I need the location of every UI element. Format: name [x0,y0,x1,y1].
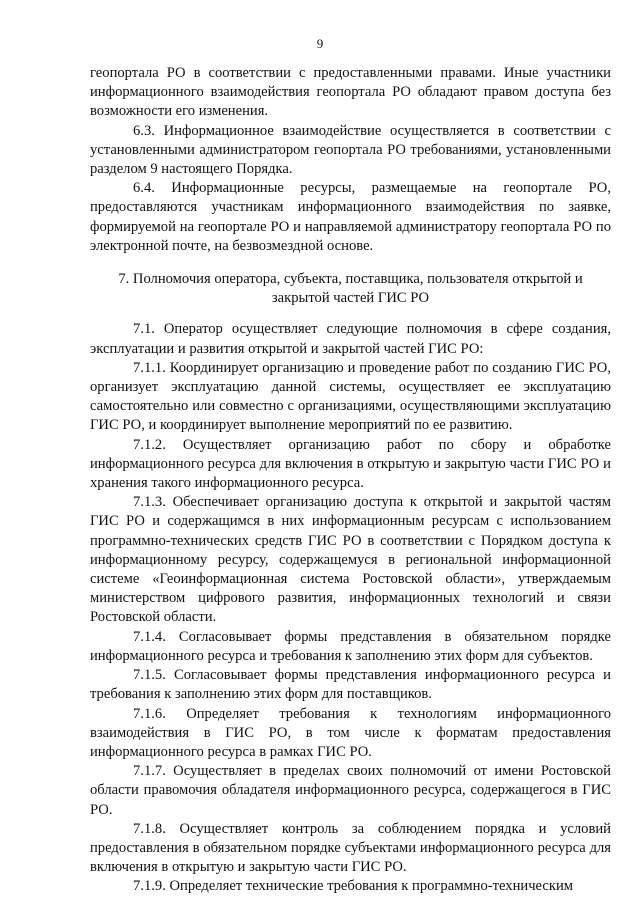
paragraph-6-3: 6.3. Информационное взаимодействие осуществляется в соответствии с установленными администратором геопортала РО требованиями, установленными разделом 9 настоящего Порядка. [90,122,611,178]
page-number: 9 [316,36,324,51]
paragraph-7-1-3: 7.1.3. Обеспечивает организацию доступа к открытой и закрытой частям ГИС РО и содержащимся в них информационным ресурсам с использованием программно-технических средств ГИС РО в соответствии с Порядком доступа к информационному ресурсу, содержащемуся в региональной информационной системе «Геоинформационная система Ростовской области», утверждаемым министерством цифрового развития, информационных технологий и связи Ростовской области. [90,494,611,626]
paragraph-7-1-1: 7.1.1. Координирует организацию и проведение работ по созданию ГИС РО, организует эксплуатацию данной системы, осуществляет ее эксплуатацию самостоятельно или совместно с организациями, осуществляющими эксплуатацию ГИС РО, и координирует выполнение мероприятий по ее развитию. [90,359,611,434]
paragraph-7-1-6: 7.1.6. Определяет требования к технологиям информационного взаимодействия в ГИС РО, в том числе к форматам предоставления информационного ресурса в рамках ГИС РО. [90,705,611,760]
paragraph-continuation: геопортала РО в соответствии с предоставленными правами. Иные участники информационного взаимодействия геопортала РО обладают правом доступа без возможности его изменения. [90,65,611,120]
paragraph-7-1-7: 7.1.7. Осуществляет в пределах своих полномочий от имени Ростовской области правомочия обладателя информационного ресурса, содержащегося в ГИС РО. [90,763,611,818]
paragraph-7-1-8: 7.1.8. Осуществляет контроль за соблюдением порядка и условий предоставления в обязательном порядке субъектами информационного ресурса для включения в открытую и закрытую части ГИС РО. [90,820,611,876]
paragraph-7-1-2: 7.1.2. Осуществляет организацию работ по сбору и обработке информационного ресурса для включения в открытую и закрытую части ГИС РО и хранения такого информационного ресурса. [90,436,611,492]
paragraph-7-1: 7.1. Оператор осуществляет следующие полномочия в сфере создания, эксплуатации и развития открытой и закрытой частей ГИС РО: [90,321,611,357]
paragraph-7-1-4: 7.1.4. Согласовывает формы представления в обязательном порядке информационного ресурса и требования к заполнению этих форм для субъектов. [90,628,611,664]
page-content [90,64,611,897]
paragraph-7-1-9: 7.1.9. Определяет технические требования к программно-техническим [133,878,574,895]
section-heading: 7. Полномочия оператора, субъекта, поставщика, пользователя открытой и закрытой частей ГИС РО [118,271,583,307]
paragraph-7-1-5: 7.1.5. Согласовывает формы представления информационного ресурса и требования к заполнению этих форм для поставщиков. [90,667,611,703]
paragraph-6-4: 6.4. Информационные ресурсы, размещаемые на геопортале РО, предоставляются участникам информационного взаимодействия по заявке, формируемой на геопортале РО и направляемой администратору геопортала РО по электронной почте, на безвозмездной основе. [90,180,611,254]
